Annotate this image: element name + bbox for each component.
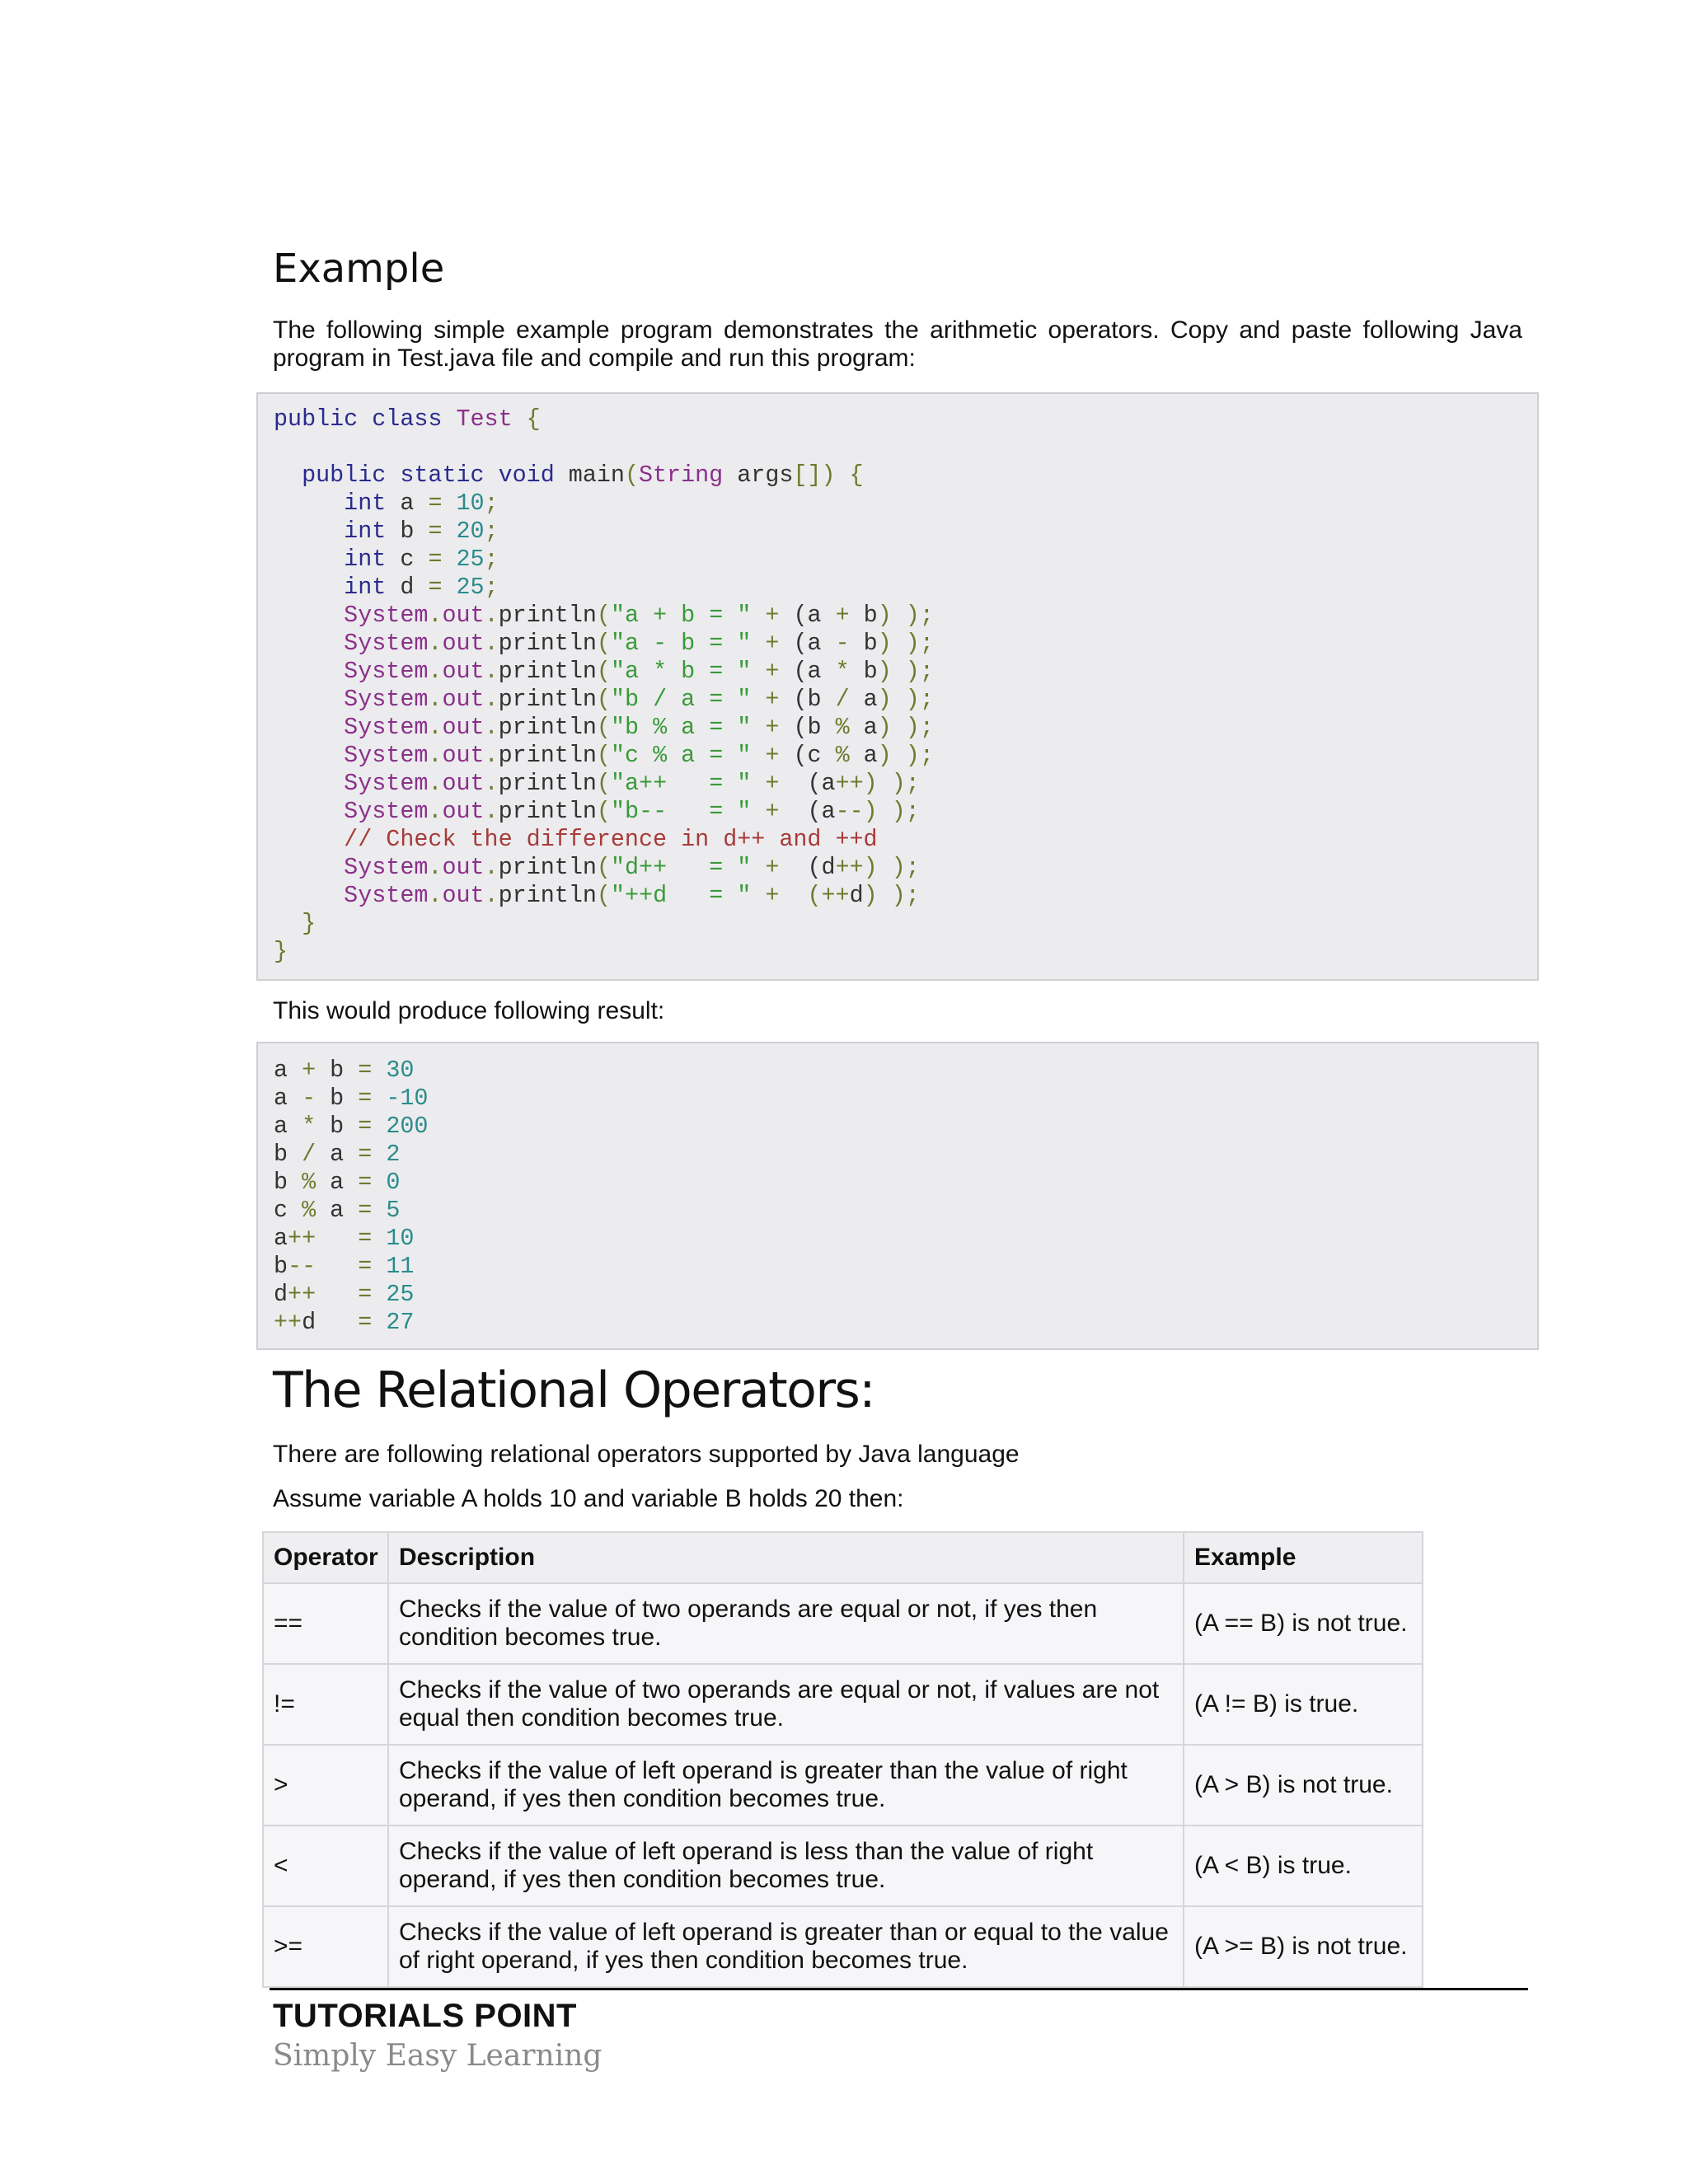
output-line: a + b = 30 xyxy=(274,1057,415,1084)
description-cell: Checks if the value of left operand is greater than or equal to the value of right operand, if yes then condition becomes true. xyxy=(388,1906,1184,1987)
table-row xyxy=(263,1906,1423,1987)
relational-heading: The Relational Operators: xyxy=(273,1361,874,1419)
program-output xyxy=(274,1057,428,1337)
code-line: } xyxy=(274,910,316,937)
code-line: System.out.println("b-- = " + (a--) ); xyxy=(274,798,920,825)
table-row xyxy=(263,1825,1423,1906)
example-cell: (A < B) is true. xyxy=(1184,1825,1423,1906)
code-line: public class Test { xyxy=(274,405,541,433)
footer-tagline: Simply Easy Learning xyxy=(273,2039,603,2073)
operator-cell: == xyxy=(263,1583,388,1664)
description-cell: Checks if the value of left operand is greater than the value of right operand, if yes then condition becomes true. xyxy=(388,1745,1184,1825)
output-line: b % a = 0 xyxy=(274,1169,401,1196)
code-line: System.out.println("a + b = " + (a + b) ); xyxy=(274,602,934,629)
operator-cell: >= xyxy=(263,1906,388,1987)
output-line: d++ = 25 xyxy=(274,1281,415,1308)
description-cell: Checks if the value of two operands are equal or not, if yes then condition becomes true. xyxy=(388,1583,1184,1664)
description-cell: Checks if the value of left operand is less than the value of right operand, if yes then condition becomes true. xyxy=(388,1825,1184,1906)
code-line: public static void main(String args[]) { xyxy=(274,462,864,489)
output-line: b / a = 2 xyxy=(274,1141,401,1168)
header-description: Description xyxy=(388,1532,1184,1583)
operator-cell: > xyxy=(263,1745,388,1825)
relational-operators-table xyxy=(262,1531,1423,1988)
table-row xyxy=(263,1664,1423,1745)
example-cell: (A != B) is true. xyxy=(1184,1664,1423,1745)
output-line: b-- = 11 xyxy=(274,1253,415,1280)
example-cell: (A > B) is not true. xyxy=(1184,1745,1423,1825)
code-line: int b = 20; xyxy=(274,518,499,545)
code-line: System.out.println("a++ = " + (a++) ); xyxy=(274,770,920,797)
operator-cell: < xyxy=(263,1825,388,1906)
output-line: ++d = 27 xyxy=(274,1309,415,1336)
code-line: System.out.println("d++ = " + (d++) ); xyxy=(274,854,920,881)
output-line: a * b = 200 xyxy=(274,1113,429,1140)
description-cell: Checks if the value of two operands are equal or not, if values are not equal then condition becomes true. xyxy=(388,1664,1184,1745)
code-line: } xyxy=(274,938,288,965)
table-row xyxy=(263,1745,1423,1825)
header-example: Example xyxy=(1184,1532,1423,1583)
code-line: System.out.println("a - b = " + (a - b) ); xyxy=(274,630,934,657)
footer-brand: TUTORIALS POINT xyxy=(273,1998,577,2034)
code-line: int d = 25; xyxy=(274,574,499,601)
table-header-row xyxy=(263,1532,1423,1583)
code-line: System.out.println("b / a = " + (b / a) ); xyxy=(274,686,934,713)
output-line: a - b = -10 xyxy=(274,1085,429,1112)
java-code xyxy=(274,405,934,966)
java-code-block xyxy=(256,392,1539,981)
example-heading: Example xyxy=(273,246,445,292)
code-line: System.out.println("c % a = " + (c % a) ); xyxy=(274,742,934,769)
footer-divider xyxy=(270,1988,1528,1990)
code-line: System.out.println("++d = " + (++d) ); xyxy=(274,882,920,909)
operator-cell: != xyxy=(263,1664,388,1745)
header-operator: Operator xyxy=(263,1532,388,1583)
code-line: // Check the difference in d++ and ++d xyxy=(274,826,878,853)
relational-paragraph-2: Assume variable A holds 10 and variable B holds 20 then: xyxy=(273,1485,904,1512)
table-row xyxy=(263,1583,1423,1664)
code-line: int a = 10; xyxy=(274,490,499,517)
output-line: a++ = 10 xyxy=(274,1225,415,1252)
example-cell: (A >= B) is not true. xyxy=(1184,1906,1423,1987)
output-line: c % a = 5 xyxy=(274,1197,401,1224)
result-intro: This would produce following result: xyxy=(273,997,665,1024)
output-code-block xyxy=(256,1042,1539,1350)
example-cell: (A == B) is not true. xyxy=(1184,1583,1423,1664)
intro-paragraph: The following simple example program demonstrates the arithmetic operators. Copy and paste following Java program in Test.java file and compile and run this program: xyxy=(273,316,1522,372)
code-line: System.out.println("b % a = " + (b % a) ); xyxy=(274,714,934,741)
code-line: int c = 25; xyxy=(274,546,499,573)
relational-paragraph-1: There are following relational operators supported by Java language xyxy=(273,1441,1020,1468)
code-line: System.out.println("a * b = " + (a * b) ); xyxy=(274,658,934,685)
